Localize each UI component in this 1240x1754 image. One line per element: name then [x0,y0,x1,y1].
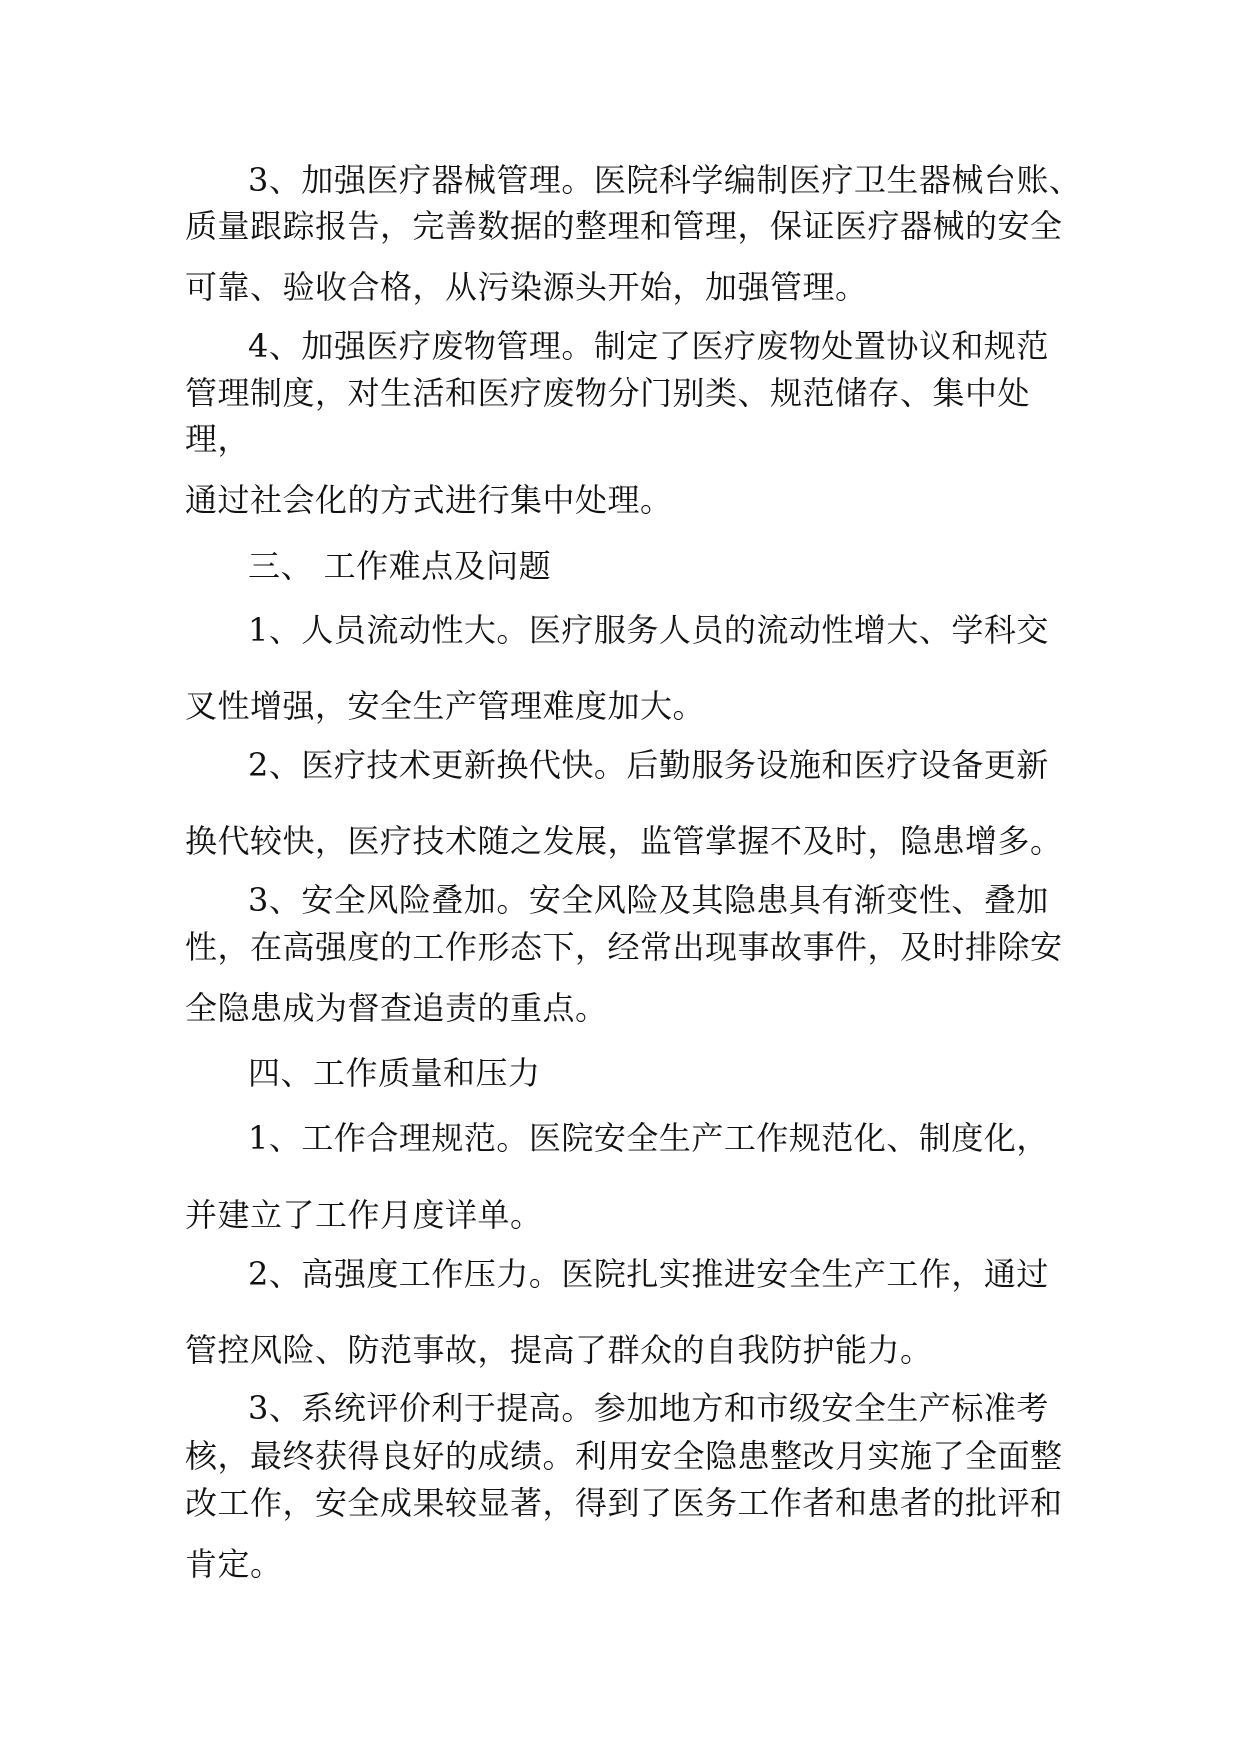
paragraph-line: 2、医疗技术更新换代快。后勤服务设施和医疗设备更新 [248,746,1049,784]
paragraph-line: 叉性增强，安全生产管理难度加大。 [185,687,706,725]
paragraph-line: 2、高强度工作压力。医院扎实推进安全生产工作，通过 [248,1255,1049,1293]
paragraph-line: 可靠、验收合格，从污染源头开始，加强管理。 [185,268,868,306]
paragraph-line: 全隐患成为督查追责的重点。 [185,989,608,1027]
paragraph-line: 质量跟踪报告，完善数据的整理和管理，保证医疗器械的安全 [185,207,1063,245]
paragraph-line: 3、加强医疗器械管理。医院科学编制医疗卫生器械台账、 [248,161,1082,199]
paragraph-line: 通过社会化的方式进行集中处理。 [185,481,673,519]
paragraph-line: 管控风险、防范事故，提高了群众的自我防护能力。 [185,1331,933,1369]
paragraph-line: 1、人员流动性大。医疗服务人员的流动性增大、学科交 [248,611,1049,649]
paragraph-line: 1、工作合理规范。医院安全生产工作规范化、制度化， [248,1119,1049,1157]
paragraph-line: 管理制度，对生活和医疗废物分门别类、规范储存、集中处 [185,374,1031,412]
paragraph-line: 肯定。 [185,1545,283,1583]
paragraph-line: 核，最终获得良好的成绩。利用安全隐患整改月实施了全面整 [185,1437,1063,1475]
paragraph-line: 4、加强医疗废物管理。制定了医疗废物处置协议和规范 [248,327,1049,365]
section-heading: 四、工作质量和压力 [248,1054,541,1092]
paragraph-line: 改工作，安全成果较显著，得到了医务工作者和患者的批评和 [185,1484,1063,1522]
paragraph-line: 性，在高强度的工作形态下，经常出现事故事件，及时排除安 [185,928,1063,966]
paragraph-line: 换代较快，医疗技术随之发展，监管掌握不及时，隐患增多。 [185,822,1063,860]
paragraph-line: 3、安全风险叠加。安全风险及其隐患具有渐变性、叠加 [248,881,1049,919]
paragraph-line: 3、系统评价利于提高。参加地方和市级安全生产标准考 [248,1389,1049,1427]
section-heading: 三、 工作难点及问题 [248,547,552,585]
paragraph-line: 理， [185,420,251,458]
paragraph-line: 并建立了工作月度详单。 [185,1196,543,1234]
